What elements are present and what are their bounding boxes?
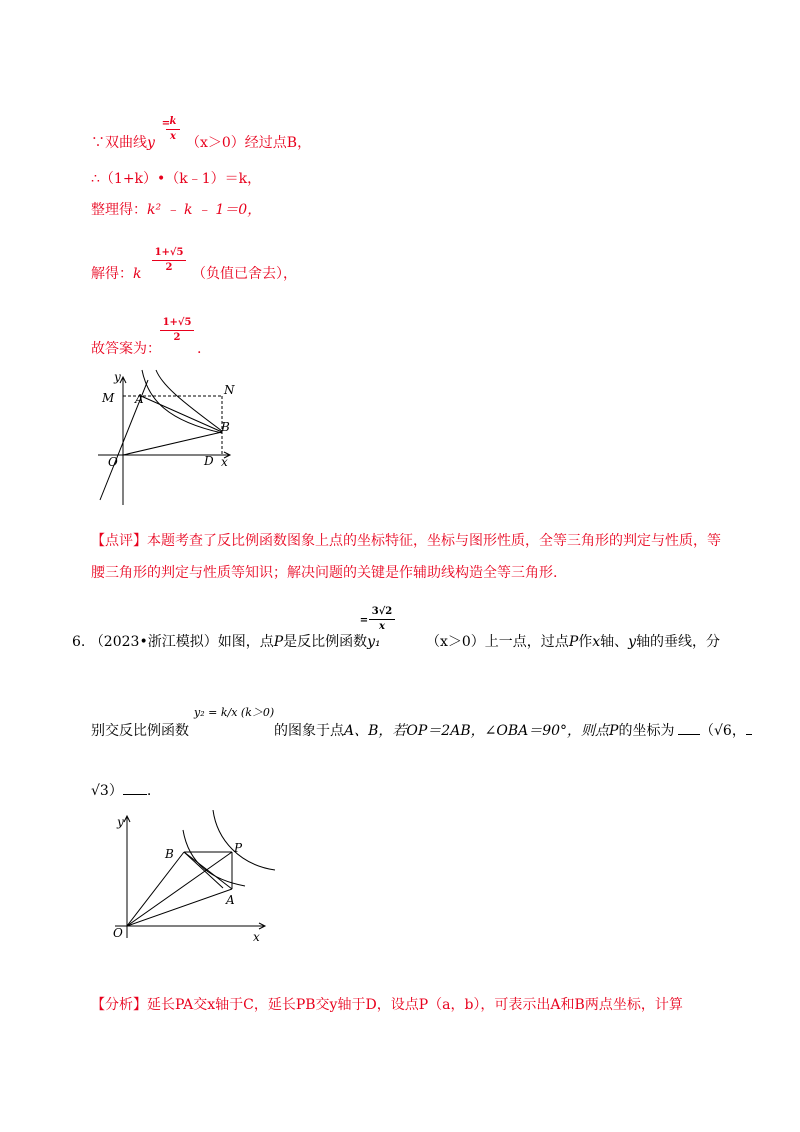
- text: A、B，若: [344, 723, 407, 739]
- label-B: B: [165, 847, 174, 861]
- analysis-line: [91, 996, 683, 1014]
- label-B: B: [221, 420, 230, 434]
- problem-6-line-1-suffix: [426, 633, 720, 651]
- numerator: k: [169, 116, 177, 127]
- problem-6-line-2: [274, 722, 674, 740]
- problem-6-line-2-prefix: 别交反比例函数: [91, 723, 189, 739]
- solution-line-5: 故答案为：: [91, 341, 161, 357]
- text: 整理得：: [91, 202, 147, 218]
- analysis-text: 延长PA交x轴于C，延长PB交y轴于D，设点P（a，b），可表示出A和B两点坐标，计算: [147, 997, 683, 1013]
- denominator: 2: [165, 262, 173, 273]
- solution-line-4-suffix: （负值已舍去），: [192, 266, 297, 282]
- fraction-3root2-over-x: [369, 606, 395, 633]
- text: ∵双曲线: [91, 135, 147, 151]
- hyperbola-outer: [213, 810, 275, 870]
- fraction-k-x: [166, 116, 180, 143]
- denominator: x: [170, 131, 176, 142]
- label-x: x: [221, 455, 228, 469]
- solution-line-1: [91, 134, 155, 152]
- math-k: k: [133, 266, 142, 282]
- denominator: x: [379, 621, 385, 632]
- math-x: x: [592, 634, 601, 650]
- numerator: 3√2: [371, 606, 393, 617]
- text: 解得：: [91, 266, 133, 282]
- segment-B-curve: [184, 852, 223, 888]
- label-M: M: [102, 391, 115, 405]
- text: （x＞0）上一点，过点: [426, 634, 569, 650]
- answer-blank-2: [91, 782, 151, 800]
- problem-6-line-1: [72, 633, 381, 651]
- solution-line-1-suffix: （x＞0）经过点B，: [186, 135, 312, 151]
- numerator: 1+√5: [162, 317, 192, 328]
- segment-OA: [127, 889, 232, 926]
- text: 作: [578, 634, 593, 650]
- text: 轴、: [600, 634, 629, 650]
- answer-blank-1: [678, 722, 752, 740]
- period: .: [146, 783, 152, 799]
- label-x: x: [253, 930, 260, 944]
- equals: =: [161, 118, 171, 129]
- text: 轴的垂线，分: [636, 634, 721, 650]
- label-O: O: [108, 455, 118, 469]
- numerator: 1+√5: [154, 247, 184, 258]
- text: 是反比例函数: [283, 634, 368, 650]
- solution-line-2: ∴（1+k）•（k﹣1）＝k，: [91, 171, 262, 187]
- label-O: O: [113, 926, 123, 940]
- segment-OB: [123, 432, 222, 455]
- comment-text-1: 本题考查了反比例函数图象上点的坐标特征，坐标与图形性质，全等三角形的判定与性质，等: [147, 533, 721, 549]
- math-P: P: [273, 634, 284, 650]
- answer-part-2: √3）: [91, 783, 123, 799]
- label-y: y: [117, 815, 124, 829]
- figure-1-diagram: [90, 365, 250, 515]
- text: （2023•浙江模拟）如图，点: [89, 634, 274, 650]
- math: k² ﹣ k ﹣ 1＝0，: [147, 202, 262, 218]
- segment-OP: [127, 852, 232, 926]
- solution-line-5-suffix: .: [197, 341, 202, 357]
- problem-number: 6.: [72, 634, 86, 650]
- solution-line-4: [91, 265, 141, 283]
- equals: =: [359, 615, 369, 626]
- math-y1: y₁: [367, 634, 381, 650]
- label-P: P: [234, 841, 243, 855]
- figure-2-diagram: [105, 810, 285, 950]
- comment-line-1: [91, 532, 721, 550]
- analysis-tag: 【分析】: [91, 997, 147, 1013]
- segment-OB: [127, 852, 184, 926]
- formula-y2: y₂ = k/x (k＞0): [194, 706, 275, 719]
- fraction-answer-1: [152, 247, 186, 274]
- label-A: A: [226, 893, 235, 907]
- label-A: A: [135, 392, 144, 406]
- text: 的图象于点: [274, 723, 344, 739]
- hyperbola-2: [156, 370, 222, 431]
- label-N: N: [224, 383, 235, 397]
- label-D: D: [204, 454, 214, 468]
- comment-line-2: 腰三角形的判定与性质等知识；解决问题的关键是作辅助线构造全等三角形.: [91, 565, 558, 581]
- solution-line-3: [91, 201, 261, 219]
- math-P: P: [568, 634, 579, 650]
- comment-tag: 【点评】: [91, 533, 147, 549]
- answer-part-1: （√6，: [700, 723, 746, 739]
- label-y: y: [114, 370, 121, 384]
- math-P: P: [609, 723, 619, 739]
- text: 的坐标为: [618, 723, 675, 739]
- fraction-answer-2: [160, 317, 194, 344]
- segment-AB: [141, 396, 222, 432]
- math-y: y: [628, 634, 637, 650]
- text: OP＝2AB，∠OBA＝90°，则点: [406, 723, 610, 739]
- math-y: y: [147, 135, 155, 151]
- denominator: 2: [173, 332, 181, 343]
